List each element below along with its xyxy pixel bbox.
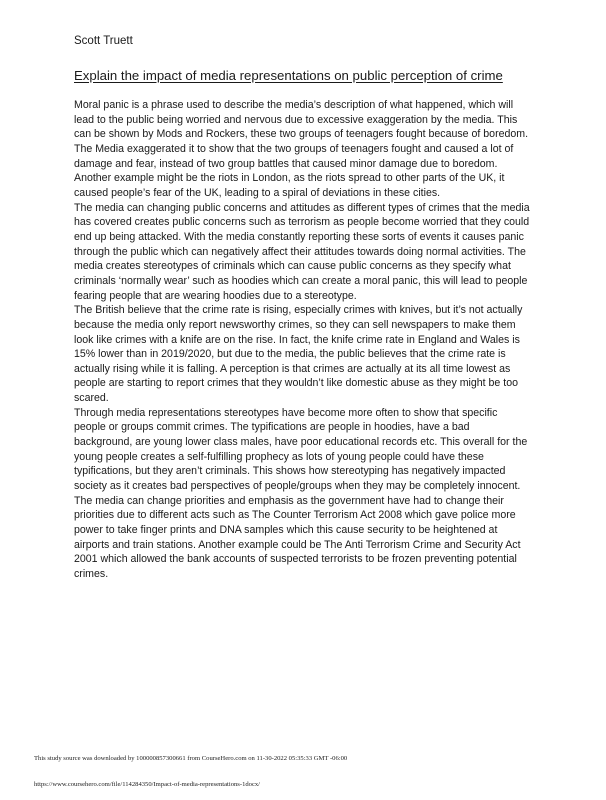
document-title: Explain the impact of media representations on public perception of crime	[74, 68, 503, 83]
source-url: https://www.coursehero.com/file/114284350/Impact-of-media-representations-1docx/	[34, 781, 261, 788]
paragraph-moral-panic: Moral panic is a phrase used to describe the media’s description of what happened, which will lead to the public being worried and nervous due to excessive exaggeration by the media. This can be shown by Mods and Rockers, these two groups of teenagers fought because of boredom. The Media exaggerated it to show that the two groups of teenagers fought and caused a lot of damage and fear, instead of two group battles that caused minor damage due to boredom. Another example might be the riots in London, as the riots spread to other parts of the UK, it caused people’s fear of the UK, leading to a spiral of deviations in these cities.	[74, 99, 529, 199]
paragraph-priorities-and-emphasis: The media can change priorities and emphasis as the government have had to change their priorities due to different acts such as The Counter Terrorism Act 2008 which gave police more power to take finger prints and DNA samples which this cause security to be heightened at airports and train stations. Another example could be The Anti Terrorism Crime and Security Act 2001 which allowed the bank accounts of suspected terrorists to be frozen preventing potential crimes.	[74, 494, 521, 580]
download-notice: This study source was downloaded by 100000857300661 from CourseHero.com on 11-30-2022 05:35:33 GMT -06:00	[34, 755, 348, 762]
paragraph-public-concerns: The media can changing public concerns and attitudes as different types of crimes that the media has covered creates public concerns such as terrorism as people become worried that they could end up being attacked. With the media constantly reporting these sorts of events it causes panic through the public which can negatively affect their attitudes towards doing normal activities. The media creates stereotypes of criminals which can cause public concerns as they specify what criminals ‘normally wear’ such as hoodies which can create a moral panic, this will lead to people fearing people that are wearing hoodies due to a stereotype.	[74, 201, 530, 302]
author-name: Scott Truett	[74, 35, 133, 47]
paragraph-stereotypes: Through media representations stereotypes have become more often to show that specific people or groups commit crimes. The typifications are people in hoodies, have a bad background, are young lower class males, have poor educational records etc. This overall for the young people creates a self-fulfilling prophecy as lots of young people could have these typifications, but they aren’t criminals. This shows how stereotyping has negatively impacted society as it creates bad perspectives of people/groups when they may be completely innocent.	[74, 406, 528, 493]
document-body	[74, 98, 530, 582]
paragraph-crime-rate-perception: The British believe that the crime rate is rising, especially crimes with knives, but it’s not actually because the media only report newsworthy crimes, so they can sell newspapers to make them look like crimes with a knife are on the rise. In fact, the knife crime rate in England and Wales is 15% lower than in 2019/2020, but due to the media, the public believes that the crime rate is actually rising while it is falling. A perception is that crimes are actually at its all time lowest as people are starting to report crimes that they wouldn’t like domestic abuse as they might be too scared.	[74, 304, 523, 405]
